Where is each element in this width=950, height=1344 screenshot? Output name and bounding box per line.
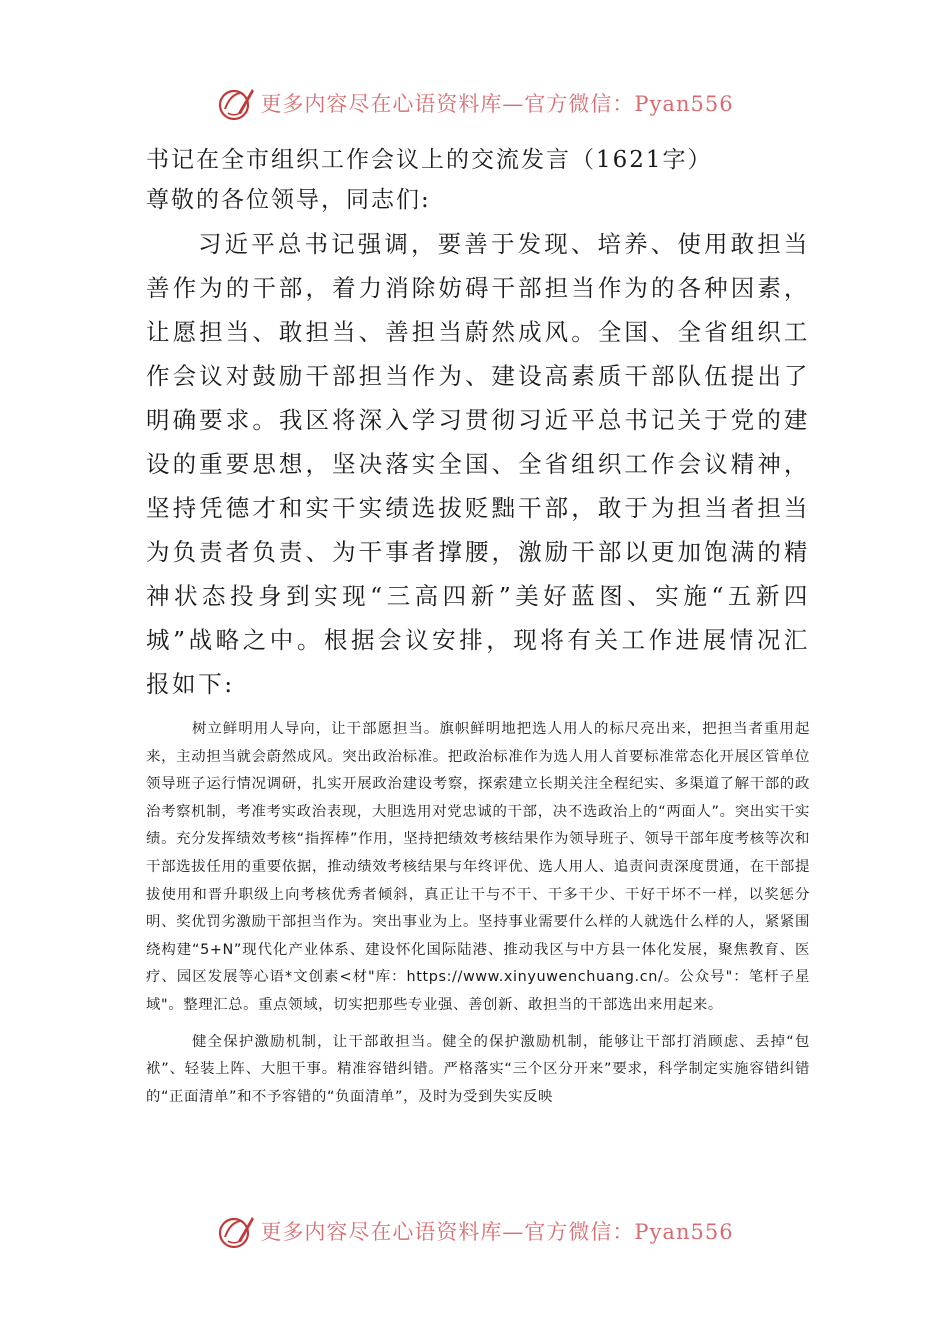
body-paragraph: 健全保护激励机制，让干部敢担当。健全的保护激励机制，能够让干部打消顾虑、丢掉“包袱”、轻装上阵、大胆干事。精准容错纠错。严格落实“三个区分开来”要求，科学制定实施容错纠错的“正面清单”和不予容错的“负面清单”，及时为受到失实反映 xyxy=(146,1033,810,1105)
document-title: 书记在全市组织工作会议上的交流发言（1621字） xyxy=(146,147,713,173)
watermark-text: 更多内容尽在心语资料库—官方微信：Pyan556 xyxy=(260,92,734,116)
footer-watermark-banner xyxy=(0,1208,950,1254)
header-watermark-banner xyxy=(0,80,950,126)
watermark-text: 更多内容尽在心语资料库—官方微信：Pyan556 xyxy=(260,1220,734,1244)
document-body xyxy=(146,140,810,1111)
salutation: 尊敬的各位领导，同志们: xyxy=(146,187,431,213)
pen-logo-icon xyxy=(216,1211,256,1251)
lead-paragraph: 习近平总书记强调，要善于发现、培养、使用敢担当善作为的干部，着力消除妨碍干部担当作为的各种因素，让愿担当、敢担当、善担当蔚然成风。全国、全省组织工作会议对鼓励干部担当作为、建设高素质干部队伍提出了明确要求。我区将深入学习贯彻习近平总书记关于党的建设的重要思想，坚决落实全国、全省组织工作会议精神，坚持凭德才和实干实绩选拔贬黜干部，敢于为担当者担当为负责者负责、为干事者撑腰，激励干部以更加饱满的精神状态投身到实现“三高四新”美好蓝图、实施“五新四城”战略之中。根据会议安排，现将有关工作进展情况汇报如下: xyxy=(146,230,810,698)
pen-logo-icon xyxy=(216,83,256,123)
body-paragraph: 树立鲜明用人导向，让干部愿担当。旗帜鲜明地把选人用人的标尺亮出来，把担当者重用起来，主动担当就会蔚然成风。突出政治标准。把政治标准作为选人用人首要标准常态化开展区管单位领导班子运行情况调研，扎实开展政治建设考察，探索建立长期关注全程纪实、多渠道了解干部的政治考察机制，考准考实政治表现，大胆选用对党忠诚的干部，决不选政治上的“两面人”。突出实干实绩。充分发挥绩效考核“指挥棒”作用，坚持把绩效考核结果作为领导班子、领导干部年度考核等次和干部选拔任用的重要依据，推动绩效考核结果与年终评优、选人用人、追责问责深度贯通，在干部提拔使用和晋升职级上向考核优秀者倾斜，真正让干与不干、干多干少、干好干坏不一样，以奖惩分明、奖优罚劣激励干部担当作为。突出事业为上。坚持事业需要什么样的人就选什么样的人，紧紧围绕构建“5+N”现代化产业体系、建设怀化国际陆港、推动我区与中方县一体化发展，聚焦教育、医疗、园区发展等心语*文创素<材"库：https://www.xinyuwenchuang.cn/。公众号"：笔杆子星域"。整理汇总。重点领域，切实把那些专业强、善创新、敢担当的干部选出来用起来。 xyxy=(146,721,810,1013)
